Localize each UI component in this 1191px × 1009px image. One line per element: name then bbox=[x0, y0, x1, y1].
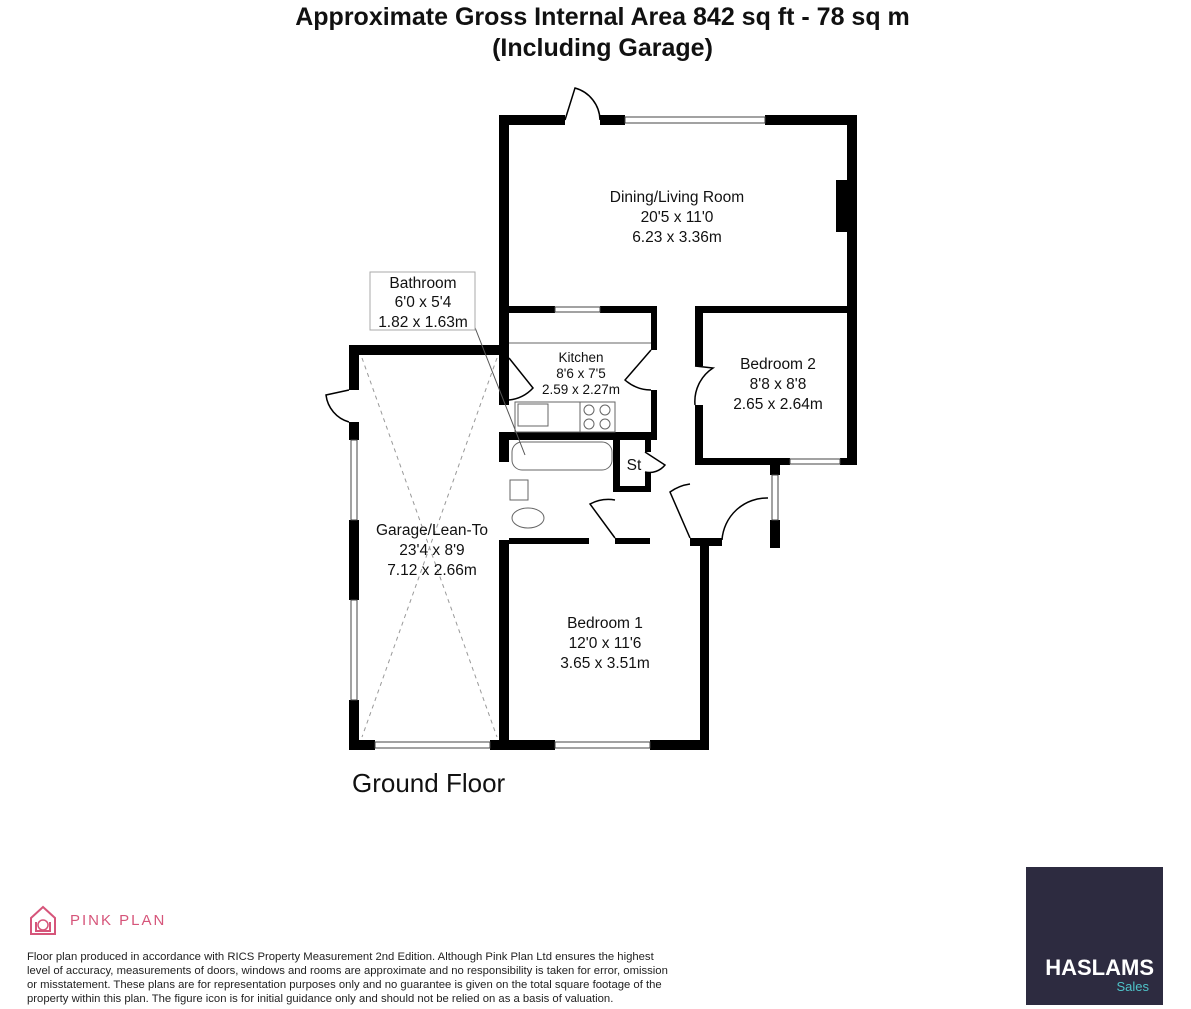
disclaimer bbox=[27, 950, 707, 1006]
agent-logo bbox=[1026, 867, 1163, 1005]
svg-text:3.65 x 3.51m: 3.65 x 3.51m bbox=[560, 655, 650, 672]
svg-text:Bedroom 1: Bedroom 1 bbox=[567, 615, 643, 632]
chimney-breast bbox=[836, 180, 847, 232]
agent-name: HASLAMS bbox=[1045, 955, 1154, 980]
sink-icon bbox=[518, 404, 548, 426]
room-kitchen bbox=[542, 350, 620, 397]
svg-text:12'0 x 11'6: 12'0 x 11'6 bbox=[568, 635, 642, 652]
svg-text:8'8 x 8'8: 8'8 x 8'8 bbox=[749, 376, 807, 393]
svg-text:6'0 x 5'4: 6'0 x 5'4 bbox=[394, 294, 452, 311]
svg-text:6.23 x 3.36m: 6.23 x 3.36m bbox=[632, 229, 722, 246]
area-subtitle: (Including Garage) bbox=[492, 34, 713, 62]
svg-text:Dining/Living Room: Dining/Living Room bbox=[609, 189, 745, 206]
brand-name: PINK PLAN bbox=[70, 911, 167, 929]
store-label: St bbox=[626, 457, 642, 474]
svg-text:Kitchen: Kitchen bbox=[558, 350, 604, 365]
pink-plan-logo bbox=[28, 904, 166, 936]
area-title: Approximate Gross Internal Area 842 sq ft - 78 sq m bbox=[295, 3, 910, 31]
svg-text:23'4 x 8'9: 23'4 x 8'9 bbox=[399, 542, 465, 559]
room-bedroom-2 bbox=[733, 356, 823, 413]
disclaimer-line: property within this plan. The figure icon is for initial guidance only and should not be relied on as a basis of valuation. bbox=[27, 993, 614, 1005]
disclaimer-line: level of accuracy, measurements of doors, windows and rooms are approximate and no responsibility is taken for error, omission bbox=[27, 965, 668, 977]
svg-text:7.12 x 2.66m: 7.12 x 2.66m bbox=[387, 562, 477, 579]
svg-text:2.65 x 2.64m: 2.65 x 2.64m bbox=[733, 396, 823, 413]
disclaimer-line: or misstatement. These plans are for representation purposes only and no guarantee is given on the total square footage of the bbox=[27, 979, 662, 991]
svg-text:Bathroom: Bathroom bbox=[389, 275, 457, 292]
svg-text:20'5 x 11'0: 20'5 x 11'0 bbox=[640, 209, 714, 226]
room-dining-living bbox=[610, 189, 744, 246]
basin-icon bbox=[510, 480, 528, 500]
svg-text:8'6 x 7'5: 8'6 x 7'5 bbox=[556, 366, 606, 381]
house-logo-icon bbox=[28, 904, 58, 936]
disclaimer-line: Floor plan produced in accordance with RICS Property Measurement 2nd Edition. Although Pink Plan Ltd ensures the highest bbox=[27, 951, 654, 963]
bath-icon bbox=[512, 442, 612, 470]
floor-label: Ground Floor bbox=[352, 768, 506, 798]
svg-text:1.82 x 1.63m: 1.82 x 1.63m bbox=[378, 314, 468, 331]
svg-text:2.59 x 2.27m: 2.59 x 2.27m bbox=[541, 382, 621, 397]
room-bedroom-1 bbox=[560, 615, 650, 672]
svg-text:Garage/Lean-To: Garage/Lean-To bbox=[375, 522, 489, 539]
room-garage bbox=[376, 522, 488, 579]
toilet-icon bbox=[512, 508, 544, 528]
svg-text:Bedroom 2: Bedroom 2 bbox=[740, 356, 816, 373]
agent-sub: Sales bbox=[1116, 979, 1149, 994]
